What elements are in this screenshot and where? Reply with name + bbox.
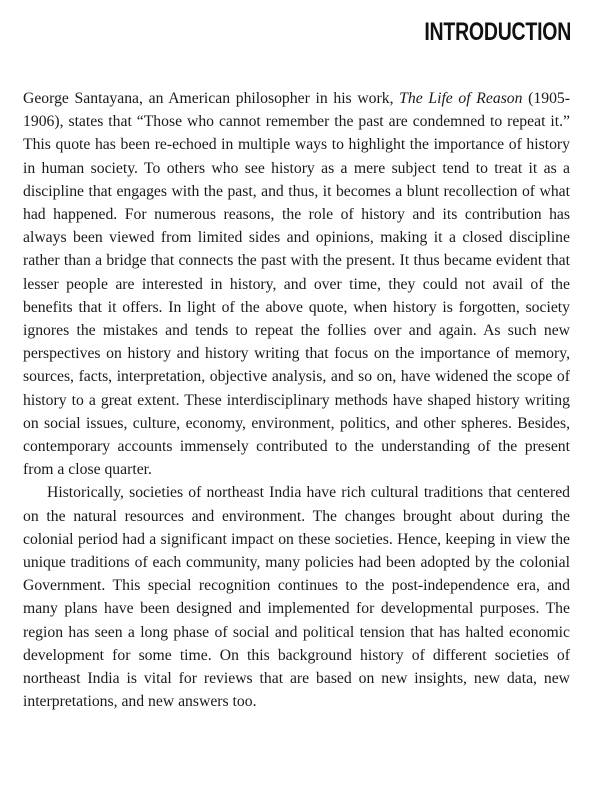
paragraph-1-rest: (1905-1906), states that “Those who cannot remember the past are condemned to repeat it.” This quote has been re-echoed in multiple ways to highlight the importance of history in human society. To others who see history as a mere subject tend to treat it as a discipline that engages with the past, and thus, it becomes a blunt recollection of what had happened. For numerous reasons, the role of history and its contribution has always been viewed from limited sides and opinions, making it a closed discipline rather than a bridge that connects the past with the present. It thus became evident that lesser people are interested in history, and over time, they could not avail of the benefits that it offers. In light of the above quote, when history is forgotten, society ignores the mistakes and tends to repeat the follies over and again. As such new perspectives on history and history writing that focus on the importance of memory, sources, facts, interpretation, objective analysis, and so on, have widened the scope of history to a great extent. These interdisciplinary methods have shaped history writing on social issues, culture, economy, environment, politics, and other spheres. Besides, contemporary accounts immensely contributed to the understanding of the present from a close quarter. (23, 90, 570, 479)
page-title: INTRODUCTION (424, 18, 571, 46)
body-text (23, 87, 570, 713)
paragraph-1 (23, 87, 570, 481)
paragraph-2: Historically, societies of northeast India have rich cultural traditions that centered on the natural resources and environment. The changes brought about during the colonial period had a significant impact on these societies. Hence, keeping in view the unique traditions of each community, many policies had been adopted by the colonial Government. This special recognition continues to the post-independence era, and many plans have been designed and implemented for developmental purposes. The region has seen a long phase of social and political tension that has halted economic development for some time. On this background history of different societies of northeast India is vital for reviews that are based on new insights, new data, new interpretations, and new answers too. (23, 484, 570, 711)
book-title: The Life of Reason (399, 90, 523, 107)
paragraph-1-lead: George Santayana, an American philosopher in his work, (23, 90, 400, 107)
